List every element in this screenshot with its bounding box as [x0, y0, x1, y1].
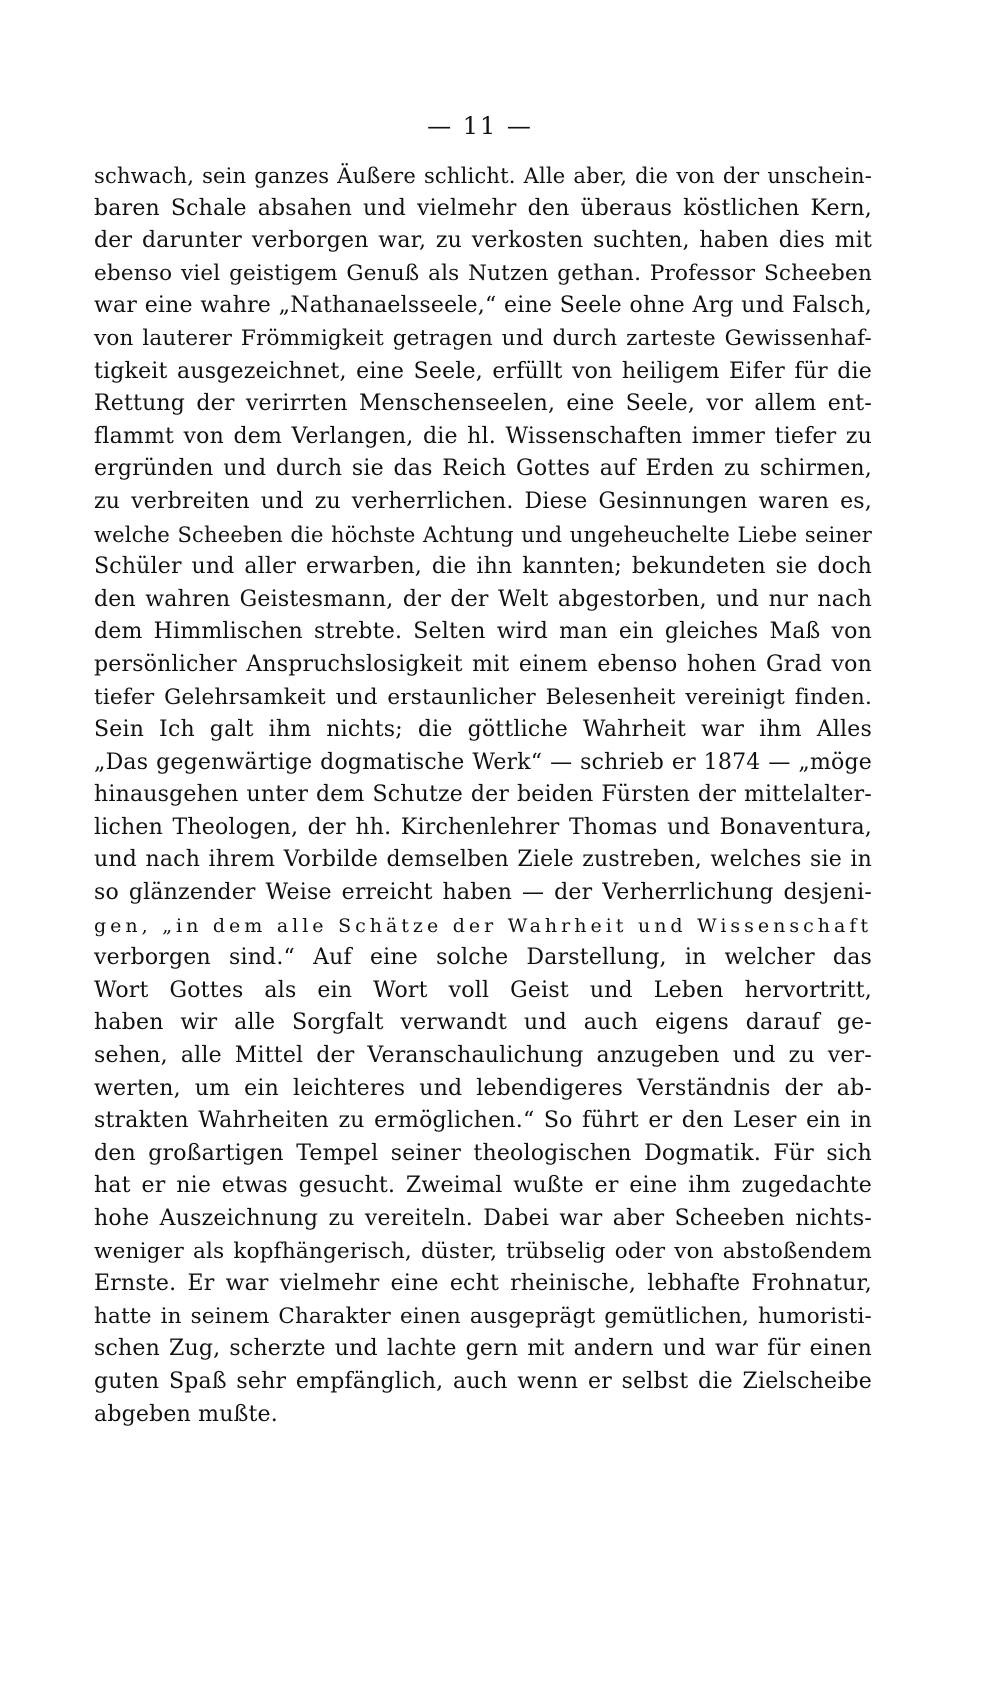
text-line: baren Schale absahen und vielmehr den überaus köstlichen Kern, [94, 195, 872, 221]
page-number: — 11 — [427, 112, 533, 140]
text-line: strakten Wahrheiten zu ermöglichen.“ So führt er den Leser ein in [94, 1108, 872, 1134]
text-line: flammt von dem Verlangen, die hl. Wissenschaften immer tiefer zu [94, 423, 872, 449]
text-line: schen Zug, scherzte und lachte gern mit andern und war für einen [94, 1336, 872, 1362]
text-line: hat er nie etwas gesucht. Zweimal wußte er eine ihm zugedachte [94, 1173, 872, 1199]
text-line: abgeben mußte. [94, 1401, 278, 1427]
text-line: der darunter verborgen war, zu verkosten suchten, haben dies mit [94, 228, 872, 254]
text-line: tiefer Gelehrsamkeit und erstaunlicher Belesenheit vereinigt finden. [94, 684, 872, 710]
text-line: den wahren Geistesmann, der der Welt abgestorben, und nur nach [94, 586, 872, 612]
text-line: hatte in seinem Charakter einen ausgeprägt gemütlichen, humoristi- [94, 1303, 872, 1329]
text-line: dem Himmlischen strebte. Selten wird man ein gleiches Maß von [94, 619, 872, 645]
text-line: zu verbreiten und zu verherrlichen. Diese Gesinnungen waren es, [94, 488, 872, 514]
text-line: weniger als kopfhängerisch, düster, trübselig oder von abstoßendem [94, 1238, 872, 1264]
text-line: lichen Theologen, der hh. Kirchenlehrer Thomas und Bonaventura, [94, 814, 872, 840]
text-line: verborgen sind.“ Auf eine solche Darstellung, in welcher das [94, 945, 872, 971]
text-line: Schüler und aller erwarben, die ihn kannten; bekundeten sie doch [94, 554, 872, 580]
text-line: persönlicher Anspruchslosigkeit mit einem ebenso hohen Grad von [94, 651, 872, 677]
text-line: schwach, sein ganzes Äußere schlicht. Alle aber, die von der unschein- [94, 164, 872, 188]
text-line: welche Scheeben die höchste Achtung und ungeheuchelte Liebe seiner [94, 522, 872, 547]
text-line: „Das gegenwärtige dogmatische Werk“ — schrieb er 1874 — „möge [94, 749, 872, 775]
text-line: den großartigen Tempel seiner theologischen Dogmatik. Für sich [94, 1140, 872, 1166]
text-line: war eine wahre „Nathanaelsseele,“ eine Seele ohne Arg und Falsch, [94, 293, 872, 319]
text-line: werten, um ein leichteres und lebendigeres Verständnis der ab- [94, 1075, 872, 1101]
text-line: hohe Auszeichnung zu vereiteln. Dabei war aber Scheeben nichts- [94, 1206, 872, 1231]
text-line: haben wir alle Sorgfalt verwandt und auch eigens darauf ge- [94, 1010, 872, 1036]
text-line: Wort Gottes als ein Wort voll Geist und Leben hervortritt, [94, 977, 872, 1003]
text-line: hinausgehen unter dem Schutze der beiden Fürsten der mittelalter- [94, 782, 872, 808]
text-line: Ernste. Er war vielmehr eine echt rheinische, lebhafte Frohnatur, [94, 1271, 872, 1297]
text-line: gen, „in dem alle Schätze der Wahrheit und Wissenschaft [94, 914, 872, 937]
text-line: ergründen und durch sie das Reich Gottes auf Erden zu schirmen, [94, 456, 872, 482]
text-line: tigkeit ausgezeichnet, eine Seele, erfüllt von heiligem Eifer für die [94, 358, 872, 384]
text-line: und nach ihrem Vorbilde demselben Ziele zustreben, welches sie in [94, 847, 872, 873]
body-text [94, 160, 872, 1431]
text-line: ebenso viel geistigem Genuß als Nutzen gethan. Professor Scheeben [94, 260, 872, 286]
text-line: Sein Ich galt ihm nichts; die göttliche Wahrheit war ihm Alles [94, 717, 872, 743]
text-line: so glänzender Weise erreicht haben — der Verherrlichung desjeni- [94, 880, 872, 906]
text-line: von lauterer Frömmigkeit getragen und durch zarteste Gewissenhaf- [94, 325, 872, 351]
text-line: guten Spaß sehr empfänglich, auch wenn er selbst die Zielscheibe [94, 1368, 872, 1394]
text-line: Rettung der verirrten Menschenseelen, eine Seele, vor allem ent- [94, 391, 872, 417]
text-line: sehen, alle Mittel der Veranschaulichung anzugeben und zu ver- [94, 1043, 872, 1069]
